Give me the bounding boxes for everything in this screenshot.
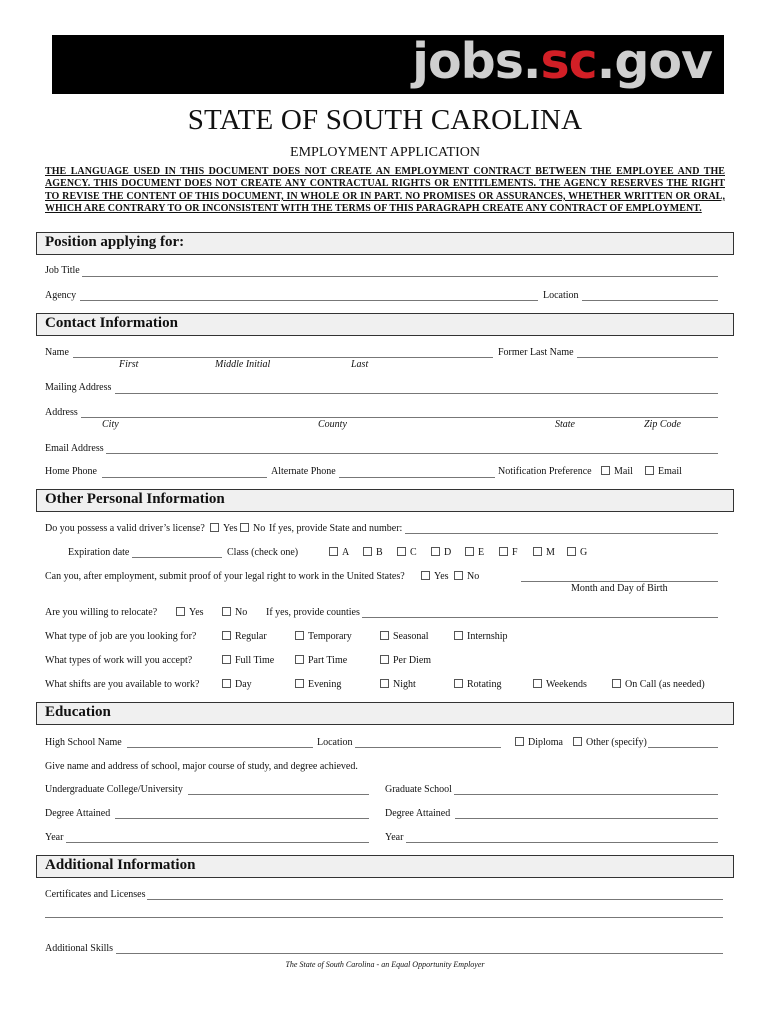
certificates-field[interactable]	[147, 899, 723, 900]
shift-weekends-checkbox[interactable]: Weekends	[533, 679, 587, 691]
work-type-part-time-checkbox[interactable]: Part Time	[295, 655, 347, 667]
section-additional: Additional Information	[36, 855, 734, 878]
proof-no-checkbox[interactable]: No	[454, 571, 479, 583]
certificates-label: Certificates and Licenses	[45, 889, 146, 900]
relocate-question: Are you willing to relocate?	[45, 607, 158, 618]
address-field[interactable]	[81, 417, 718, 418]
undergraduate-label: Undergraduate College/University	[45, 784, 183, 795]
work-type-per-diem-checkbox[interactable]: Per Diem	[380, 655, 431, 667]
last-caption: Last	[351, 359, 369, 370]
footer-text: The State of South Carolina - an Equal Opportunity Employer	[285, 960, 485, 969]
high-school-name-field[interactable]	[127, 747, 313, 748]
shift-question: What shifts are you available to work?	[45, 679, 200, 690]
high-school-location-field[interactable]	[355, 747, 501, 748]
class-label: Class (check one)	[227, 547, 299, 558]
section-position: Position applying for:	[36, 232, 734, 255]
class-f-checkbox[interactable]: F	[499, 547, 518, 559]
proof-yes-checkbox[interactable]: Yes	[421, 571, 449, 583]
notification-preference-label: Notification Preference	[498, 466, 592, 477]
grad-year-field[interactable]	[406, 842, 718, 843]
zip-code-caption: Zip Code	[644, 419, 681, 430]
job-type-regular-checkbox[interactable]: Regular	[222, 631, 267, 643]
license-question: Do you possess a valid driver’s license?	[45, 523, 205, 534]
birth-month-day-field[interactable]	[521, 581, 718, 582]
class-m-checkbox[interactable]: M	[533, 547, 555, 559]
logo: jobs.sc.gov	[412, 33, 712, 90]
job-title-label: Job Title	[45, 265, 80, 276]
additional-skills-field[interactable]	[116, 953, 723, 954]
former-last-name-label: Former Last Name	[498, 347, 574, 358]
undergrad-degree-field[interactable]	[115, 818, 369, 819]
certificates-field-line-2[interactable]	[45, 917, 723, 918]
location-label: Location	[543, 290, 579, 301]
class-c-checkbox[interactable]: C	[397, 547, 417, 559]
education-instructions: Give name and address of school, major course of study, and degree achieved.	[45, 761, 358, 772]
birth-month-day-label: Month and Day of Birth	[571, 583, 668, 594]
name-label: Name	[45, 347, 69, 358]
shift-night-checkbox[interactable]: Night	[380, 679, 416, 691]
work-proof-question: Can you, after employment, submit proof of your legal right to work in the United States?	[45, 571, 405, 582]
license-state-number-field[interactable]	[405, 533, 718, 534]
license-no-checkbox[interactable]: No	[240, 523, 265, 535]
agency-field[interactable]	[80, 300, 538, 301]
relocate-no-checkbox[interactable]: No	[222, 607, 247, 619]
undergrad-year-label: Year	[45, 832, 64, 843]
middle-initial-caption: Middle Initial	[215, 359, 271, 370]
disclaimer-text: THE LANGUAGE USED IN THIS DOCUMENT DOES NOT CREATE AN EMPLOYMENT CONTRACT BETWEEN THE EMPLOYEE AND THE AGENCY. THIS DOCUMENT DOES NOT CREATE ANY CONTRACTUAL RIGHTS OR ENTITLEMENTS. THE AGENCY RESERVES THE RIGHT TO REVISE THE CONTENT OF THIS DOCUMENT, IN WHOLE OR IN PART. NO PROMISES OR ASSURANCES, WHETHER WRITTEN OR ORAL, WHICH ARE CONTRARY TO OR INCONSISTENT WITH THE TERMS OF THIS PARAGRAPH CREATE ANY CONTRACT OF EMPLOYMENT.	[45, 166, 725, 215]
other-specify-field[interactable]	[648, 747, 718, 748]
high-school-name-label: High School Name	[45, 737, 122, 748]
home-phone-label: Home Phone	[45, 466, 97, 477]
additional-skills-label: Additional Skills	[45, 943, 114, 954]
graduate-school-field[interactable]	[454, 794, 718, 795]
alternate-phone-field[interactable]	[339, 477, 495, 478]
grad-degree-label: Degree Attained	[385, 808, 451, 819]
undergraduate-field[interactable]	[188, 794, 369, 795]
name-field[interactable]	[73, 357, 493, 358]
license-yes-checkbox[interactable]: Yes	[210, 523, 238, 535]
shift-on-call-checkbox[interactable]: On Call (as needed)	[612, 679, 705, 691]
mailing-address-label: Mailing Address	[45, 382, 112, 393]
relocate-yes-checkbox[interactable]: Yes	[176, 607, 204, 619]
notify-mail-checkbox[interactable]: Mail	[601, 466, 633, 478]
relocate-counties-label: If yes, provide counties	[266, 607, 360, 618]
class-g-checkbox[interactable]: G	[567, 547, 587, 559]
home-phone-field[interactable]	[102, 477, 267, 478]
county-caption: County	[318, 419, 347, 430]
location-field[interactable]	[582, 300, 718, 301]
diploma-checkbox[interactable]: Diploma	[515, 737, 563, 749]
other-specify-checkbox[interactable]: Other (specify)	[573, 737, 647, 749]
graduate-school-label: Graduate School	[385, 784, 452, 795]
grad-degree-field[interactable]	[455, 818, 718, 819]
section-education: Education	[36, 702, 734, 725]
license-state-number-label: If yes, provide State and number:	[269, 523, 403, 534]
section-personal: Other Personal Information	[36, 489, 734, 512]
job-type-seasonal-checkbox[interactable]: Seasonal	[380, 631, 429, 643]
agency-label: Agency	[45, 290, 77, 301]
city-caption: City	[102, 419, 119, 430]
mailing-address-field[interactable]	[115, 393, 718, 394]
expiration-date-label: Expiration date	[68, 547, 130, 558]
email-address-label: Email Address	[45, 443, 104, 454]
relocate-counties-field[interactable]	[362, 617, 718, 618]
expiration-date-field[interactable]	[132, 557, 222, 558]
undergrad-degree-label: Degree Attained	[45, 808, 111, 819]
page-subtitle: EMPLOYMENT APPLICATION	[290, 145, 480, 160]
high-school-location-label: Location	[317, 737, 353, 748]
job-type-temporary-checkbox[interactable]: Temporary	[295, 631, 352, 643]
work-type-full-time-checkbox[interactable]: Full Time	[222, 655, 274, 667]
shift-rotating-checkbox[interactable]: Rotating	[454, 679, 501, 691]
jobs-sc-gov-banner	[52, 35, 724, 94]
address-label: Address	[45, 407, 78, 418]
shift-evening-checkbox[interactable]: Evening	[295, 679, 341, 691]
first-caption: First	[119, 359, 139, 370]
job-title-field[interactable]	[82, 276, 718, 277]
class-a-checkbox[interactable]: A	[329, 547, 349, 559]
page-title: STATE OF SOUTH CAROLINA	[187, 104, 583, 136]
undergrad-year-field[interactable]	[66, 842, 369, 843]
section-contact: Contact Information	[36, 313, 734, 336]
work-type-question: What types of work will you accept?	[45, 655, 193, 666]
job-type-internship-checkbox[interactable]: Internship	[454, 631, 508, 643]
job-type-question: What type of job are you looking for?	[45, 631, 197, 642]
grad-year-label: Year	[385, 832, 404, 843]
notify-email-checkbox[interactable]: Email	[645, 466, 682, 478]
email-address-field[interactable]	[106, 453, 718, 454]
former-last-name-field[interactable]	[577, 357, 718, 358]
class-d-checkbox[interactable]: D	[431, 547, 451, 559]
class-e-checkbox[interactable]: E	[465, 547, 484, 559]
alternate-phone-label: Alternate Phone	[271, 466, 336, 477]
shift-day-checkbox[interactable]: Day	[222, 679, 252, 691]
state-caption: State	[555, 419, 575, 430]
class-b-checkbox[interactable]: B	[363, 547, 383, 559]
